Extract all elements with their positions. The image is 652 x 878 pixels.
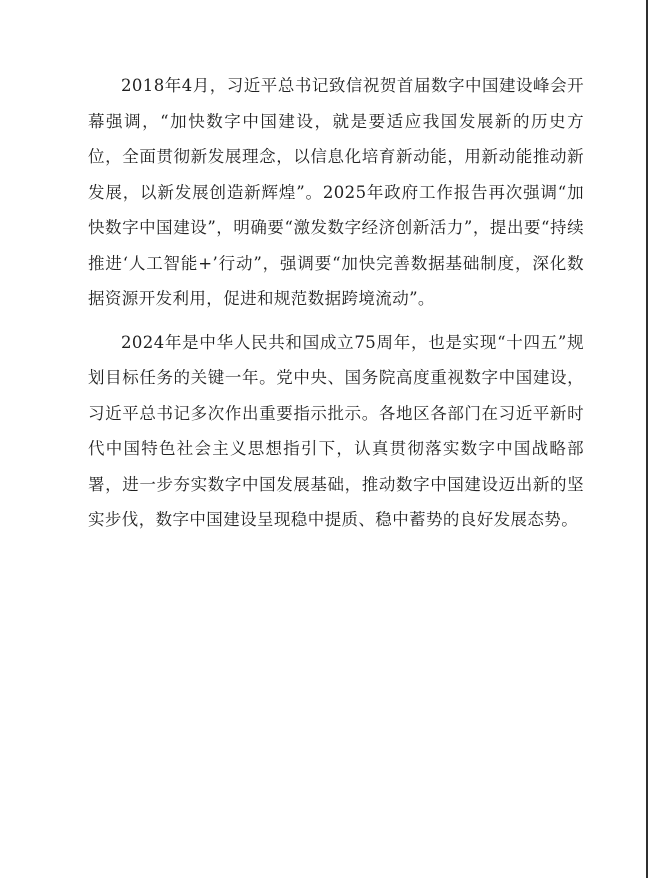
paragraph-2: 2024年是中华人民共和国成立75周年，也是实现“十四五”规划目标任务的关键一年。党中央、国务院高度重视数字中国建设，习近平总书记多次作出重要指示批示。各地区各部门在习近平新时代中国特色社会主义思想指引下，认真贯彻落实数字中国战略部署，进一步夯实数字中国发展基础，推动数字中国建设迈出新的坚实步伐，数字中国建设呈现稳中提质、稳中蓄势的良好发展态势。: [88, 332, 584, 529]
paragraph-1: 2018年4月，习近平总书记致信祝贺首届数字中国建设峰会开幕强调，“加快数字中国建设，就是要适应我国发展新的历史方位，全面贯彻新发展理念，以信息化培育新动能，用新动能推动新发展，以新发展创造新辉煌”。2025年政府工作报告再次强调“加快数字中国建设”，明确要“激发数字经济创新活力”，提出要“持续推进‘人工智能+’行动”，强调要“加快完善数据基础制度，深化数据资源开发利用，促进和规范数据跨境流动”。: [88, 76, 584, 308]
page-edge-border: [646, 0, 648, 878]
document-body: [88, 68, 584, 538]
